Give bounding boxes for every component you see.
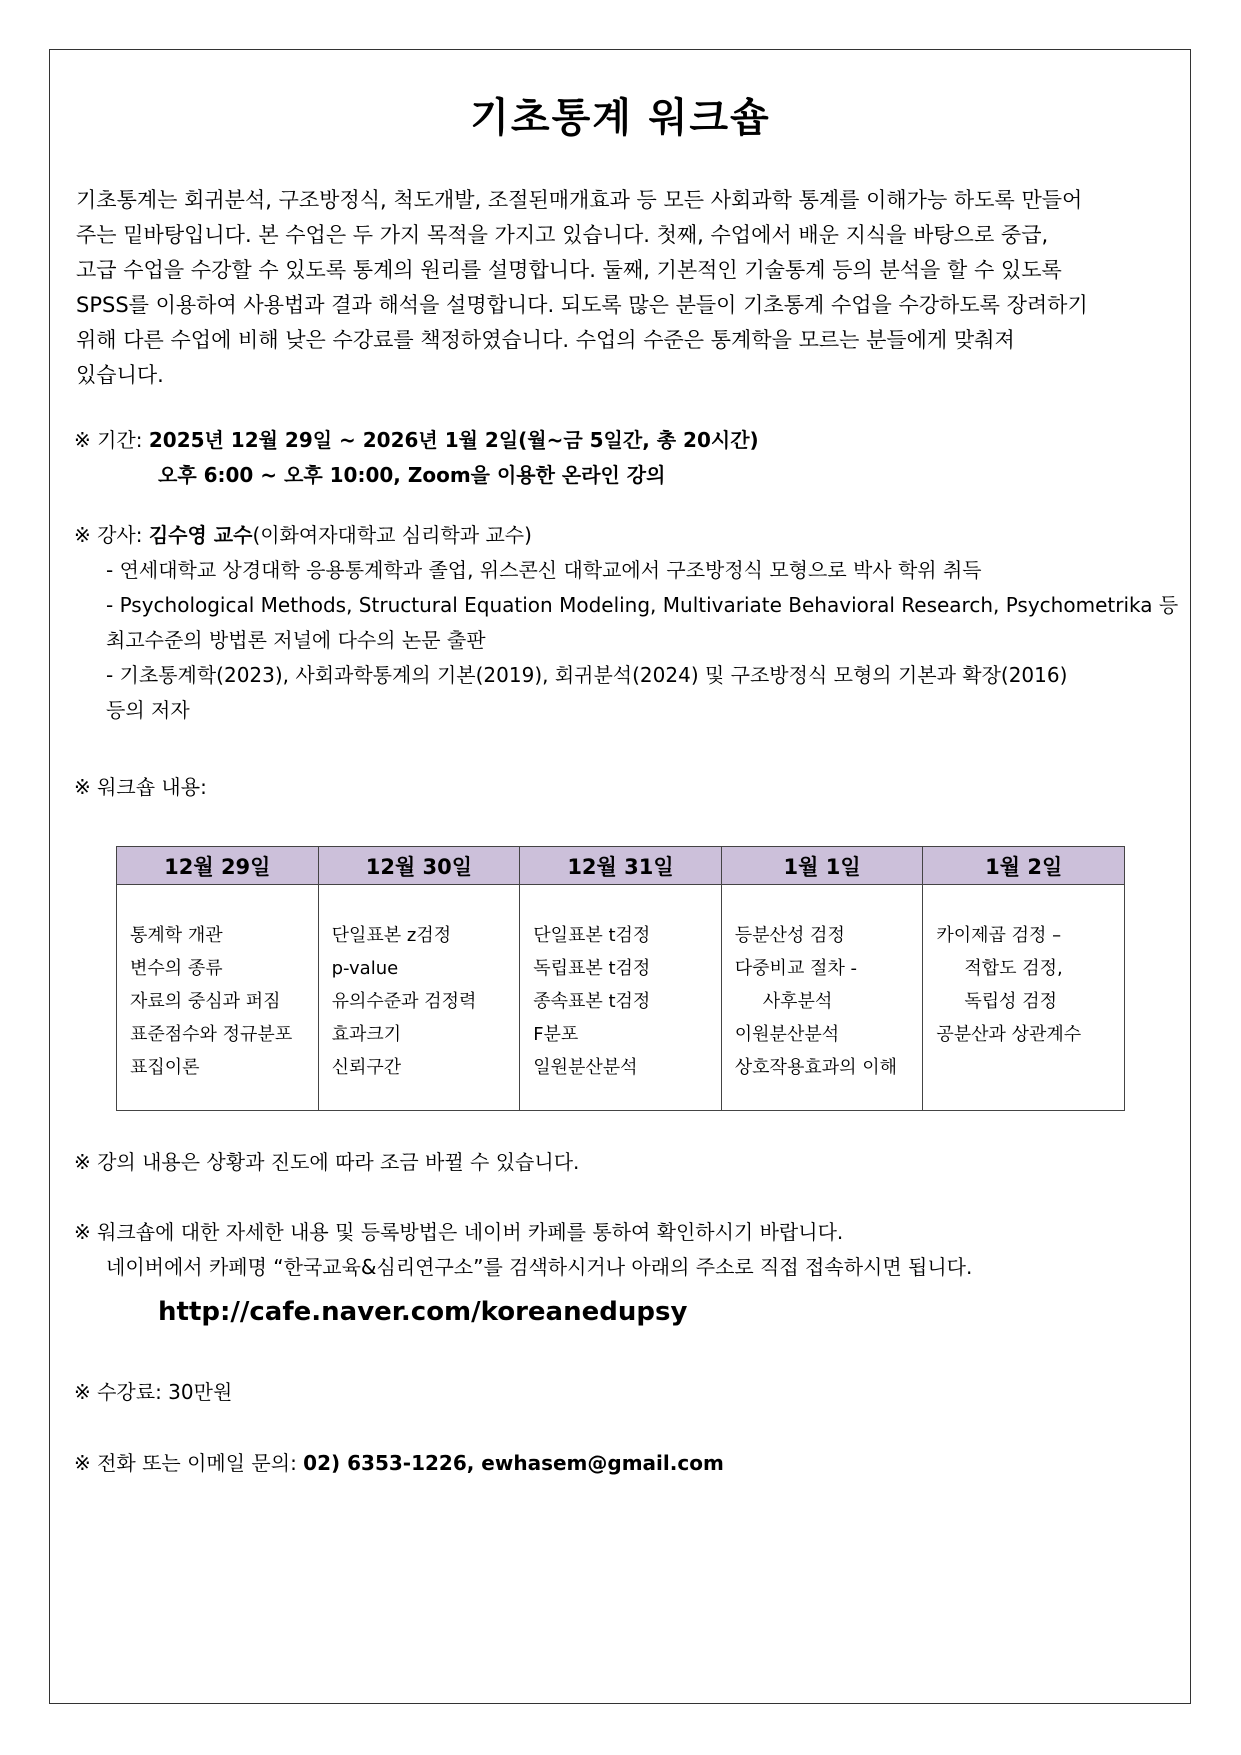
intro-line: 위해 다른 수업에 비해 낮은 수강료를 책정하였습니다. 수업의 수준은 통계학을 모르는 분들에게 맞춰져: [76, 328, 1015, 352]
intro-line: 고급 수업을 수강할 수 있도록 통계의 원리를 설명합니다. 둘째, 기본적인 기술통계 등의 분석을 할 수 있도록: [76, 258, 1062, 282]
schedule-content-row: [117, 885, 1125, 1111]
intro-line: 주는 밑바탕입니다. 본 수업은 두 가지 목적을 가지고 있습니다. 첫째, 수업에서 배운 지식을 바탕으로 중급,: [76, 223, 1049, 247]
schedule-cell-day4: [721, 885, 923, 1111]
schedule-cell-day2: [318, 885, 520, 1111]
schedule-note: ※ 강의 내용은 상황과 진도에 따라 조금 바뀔 수 있습니다.: [74, 1150, 580, 1174]
schedule-cell-day1: [117, 885, 319, 1111]
schedule-header: 12월 29일: [117, 847, 319, 885]
schedule-header: 1월 2일: [923, 847, 1125, 885]
topic-item: 독립성 검정: [964, 991, 1058, 1012]
topic-item: 표집이론: [130, 1057, 200, 1078]
topic-item: 독립표본 t검정: [533, 958, 651, 979]
topic-item: 단일표본 z검정: [331, 925, 452, 946]
schedule-header: 1월 1일: [721, 847, 923, 885]
topic-item: 표준점수와 정규분포: [130, 1024, 293, 1045]
topic-item: 등분산성 검정: [734, 925, 845, 946]
topic-item: 단일표본 t검정: [533, 925, 651, 946]
topic-item: 사후분석: [762, 991, 833, 1012]
schedule-header: 12월 30일: [318, 847, 520, 885]
topic-item: 상호작용효과의 이해: [734, 1057, 897, 1078]
topic-item: 효과크기: [331, 1024, 402, 1045]
fee-info: ※ 수강료: 30만원: [74, 1380, 233, 1404]
topic-item: 자료의 중심과 퍼짐: [130, 991, 281, 1012]
registration-line: ※ 워크숍에 대한 자세한 내용 및 등록방법은 네이버 카페를 통하여 확인하시기 바랍니다.: [74, 1220, 844, 1244]
contact-value: 02) 6353-1226, ewhasem@gmail.com: [303, 1451, 724, 1475]
period-label: ※ 기간:: [74, 428, 149, 452]
registration-section: [74, 1215, 1164, 1285]
page-title: 기초통계 워크숍: [470, 95, 771, 141]
instructor-label: ※ 강사:: [74, 523, 149, 547]
instructor-bio-line: - 기초통계학(2023), 사회과학통계의 기본(2019), 회귀분석(2024) 및 구조방정식 모형의 기본과 확장(2016): [106, 663, 1068, 687]
period-value: 2025년 12월 29일 ~ 2026년 1월 2일(월~금 5일간, 총 20시간): [148, 428, 759, 452]
topic-item: 유의수준과 검정력: [331, 991, 477, 1012]
topic-item: 카이제곱 검정 –: [936, 925, 1062, 946]
topic-item: 통계학 개관: [130, 925, 223, 946]
topic-item: 이원분산분석: [734, 1024, 840, 1045]
period-time: 오후 6:00 ~ 오후 10:00, Zoom을 이용한 온라인 강의: [158, 463, 666, 487]
topic-item: F분포: [533, 1024, 579, 1045]
instructor-bio-line: 등의 저자: [106, 698, 190, 722]
topic-item: 종속표본 t검정: [533, 991, 651, 1012]
cafe-link[interactable]: http://cafe.naver.com/koreanedupsy: [158, 1297, 688, 1327]
instructor-section: [74, 518, 1179, 728]
topic-item: p-value: [331, 958, 399, 979]
instructor-bio-line: 최고수준의 방법론 저널에 다수의 논문 출판: [106, 628, 486, 652]
topic-item: 적합도 검정,: [964, 958, 1063, 979]
intro-line: SPSS를 이용하여 사용법과 결과 해석을 설명합니다. 되도록 많은 분들이 기초통계 수업을 수강하도록 장려하기: [76, 293, 1088, 317]
topic-item: 변수의 종류: [130, 958, 223, 979]
schedule-table: [116, 846, 1125, 1111]
schedule-header-row: [117, 847, 1125, 885]
topic-item: 일원분산분석: [533, 1057, 638, 1078]
intro-line: 있습니다.: [76, 363, 164, 387]
topic-item: 신뢰구간: [331, 1057, 402, 1078]
contact-section: [74, 1446, 1164, 1481]
instructor-bio-line: - 연세대학교 상경대학 응용통계학과 졸업, 위스콘신 대학교에서 구조방정식 모형으로 박사 학위 취득: [106, 558, 982, 582]
instructor-bio-line: - Psychological Methods, Structural Equation Modeling, Multivariate Behavioral Research, Psychometrika 등: [106, 593, 1179, 617]
intro-paragraph: [76, 183, 1156, 393]
intro-line: 기초통계는 회귀분석, 구조방정식, 척도개발, 조절된매개효과 등 모든 사회과학 통계를 이해가능 하도록 만들어: [76, 188, 1083, 212]
instructor-name: 김수영 교수: [148, 523, 253, 547]
content-label: ※ 워크숍 내용:: [74, 775, 207, 799]
instructor-affiliation: (이화여자대학교 심리학과 교수): [252, 523, 532, 547]
registration-line: 네이버에서 카페명 “한국교육&심리연구소”를 검색하시거나 아래의 주소로 직접 접속하시면 됩니다.: [106, 1255, 973, 1279]
schedule-cell-day3: [520, 885, 722, 1111]
schedule-cell-day5: [923, 885, 1125, 1111]
schedule-header: 12월 31일: [520, 847, 722, 885]
period-section: [74, 423, 1164, 493]
topic-item: 다중비교 절차 -: [734, 958, 858, 979]
topic-item: 공분산과 상관계수: [936, 1024, 1082, 1045]
contact-label: ※ 전화 또는 이메일 문의:: [74, 1451, 304, 1475]
